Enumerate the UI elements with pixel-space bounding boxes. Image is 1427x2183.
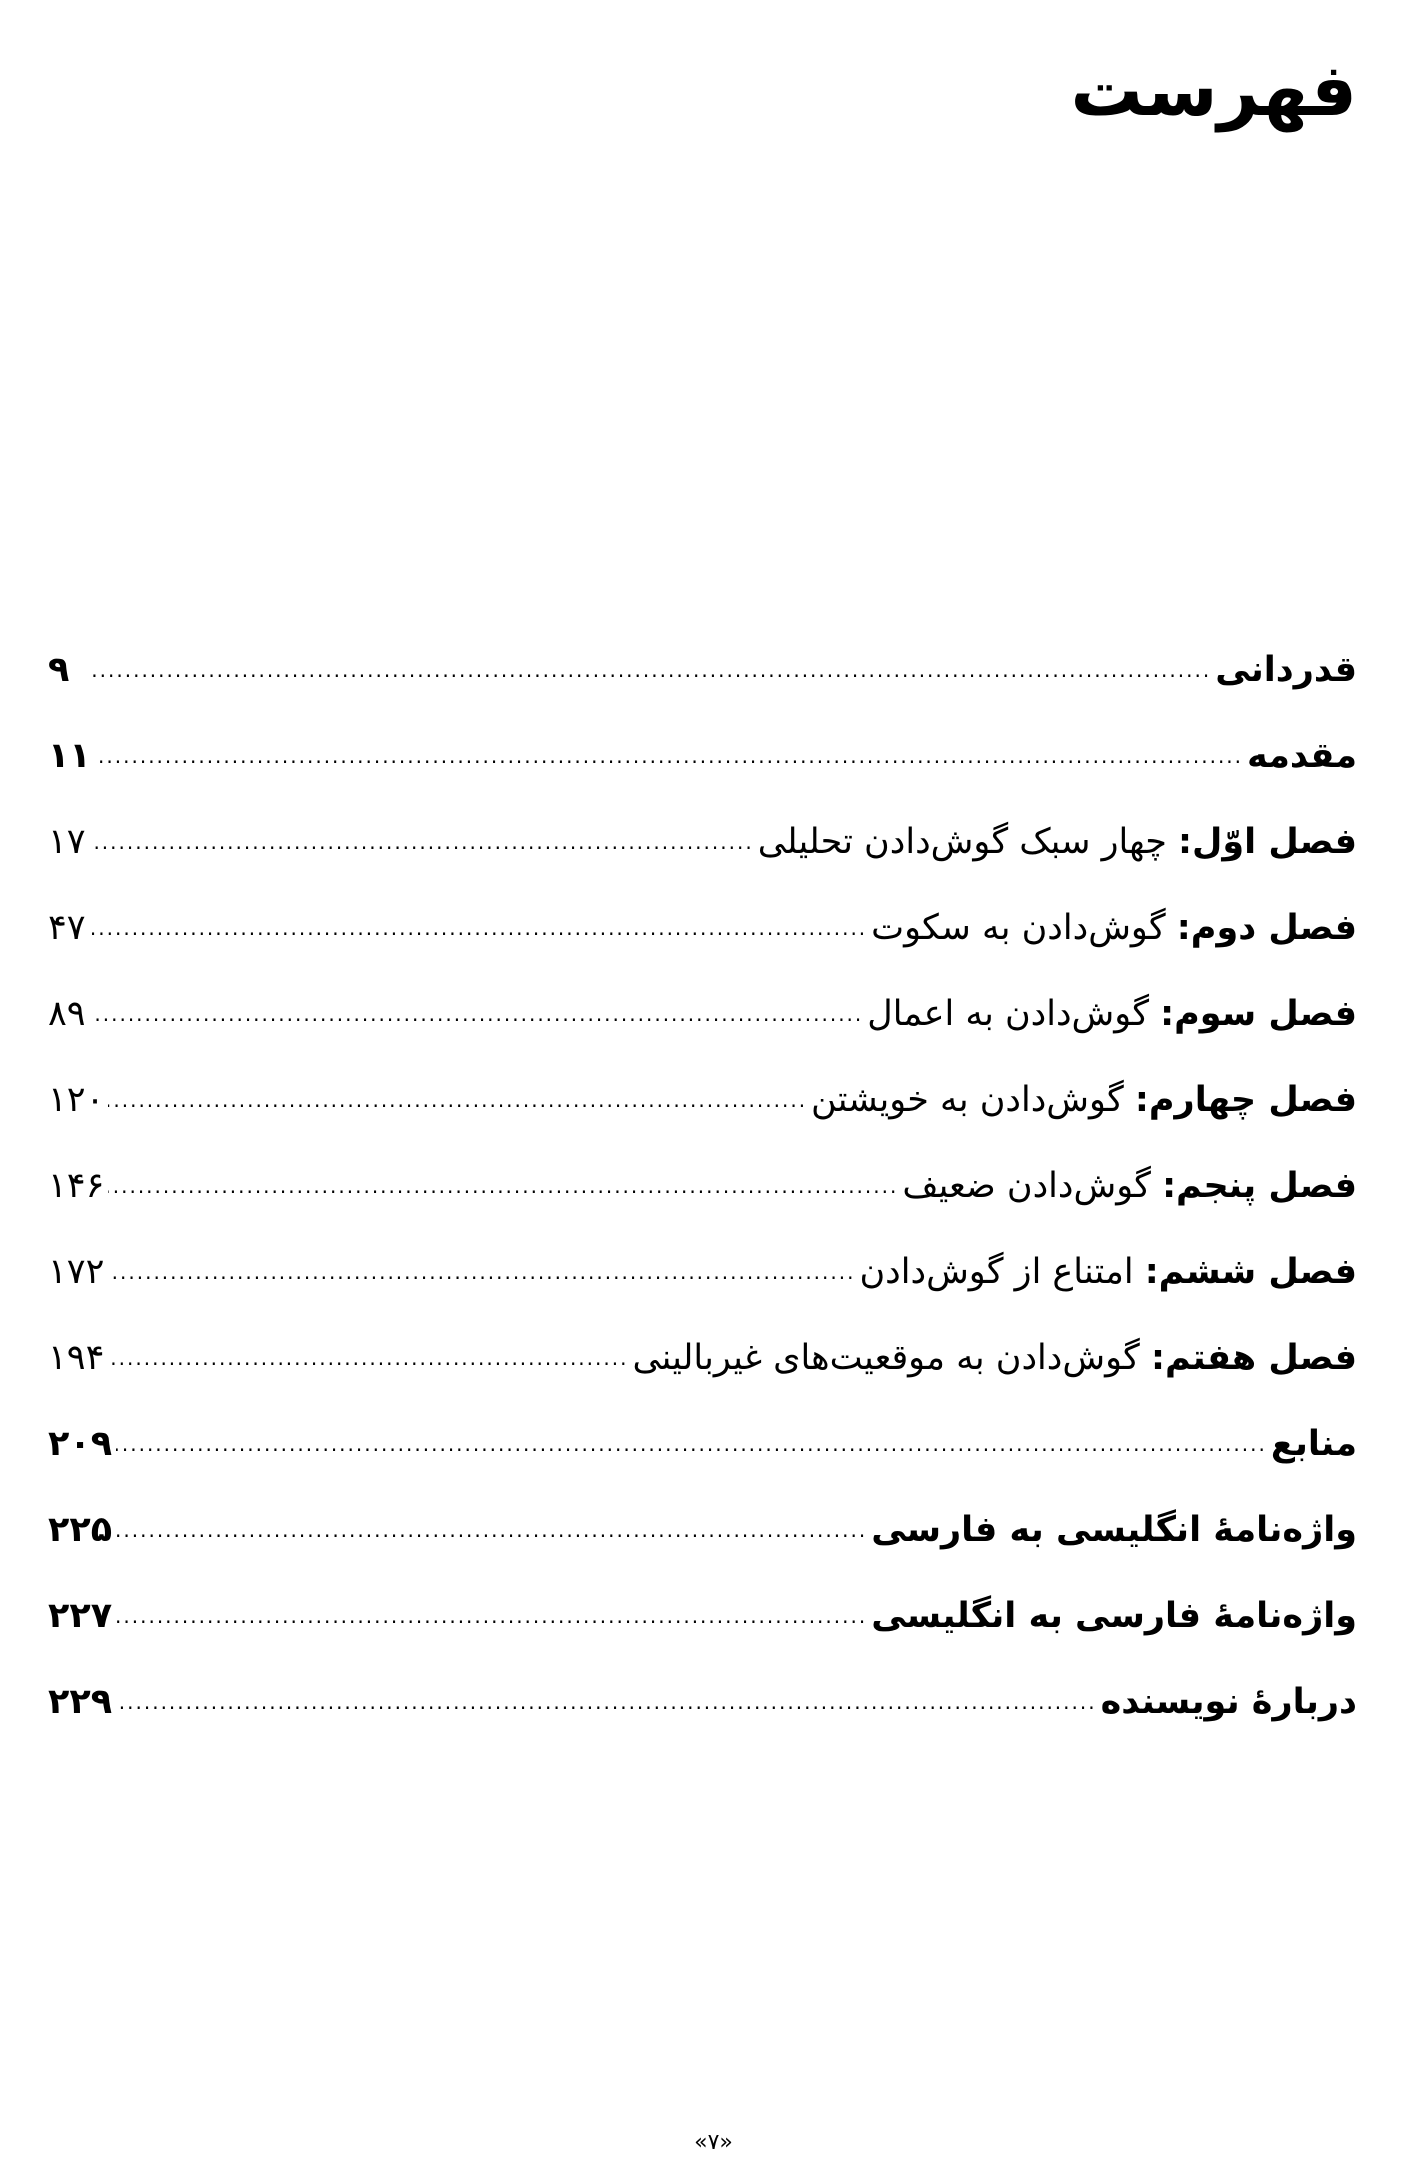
toc-entry[interactable] xyxy=(48,1596,1357,1682)
dot-leader xyxy=(108,1088,807,1112)
toc-entry-label xyxy=(1247,736,1357,776)
toc-entry-label xyxy=(1271,1424,1357,1464)
toc-entry-chapter: فصل سوم: xyxy=(1160,994,1357,1034)
dot-leader xyxy=(108,1260,855,1284)
toc-entry-label xyxy=(1101,1682,1357,1722)
dot-leader xyxy=(116,1690,1097,1714)
toc-entry[interactable] xyxy=(48,1510,1357,1596)
dot-leader xyxy=(116,1604,867,1628)
dot-leader xyxy=(116,1432,1267,1456)
toc-entry[interactable] xyxy=(48,1080,1357,1166)
toc-entry-title: قدردانی xyxy=(1215,650,1357,690)
toc-entry-label xyxy=(902,1166,1357,1206)
toc-entry-page: ۲۲۵ xyxy=(48,1510,113,1550)
toc-entry-label xyxy=(758,822,1357,862)
dot-leader xyxy=(95,744,1243,768)
toc-entry-label xyxy=(871,1596,1357,1636)
toc-entry-label xyxy=(871,1510,1357,1550)
toc-entry-label xyxy=(867,994,1357,1034)
toc-entry[interactable] xyxy=(48,994,1357,1080)
toc-entry-title: گوش‌دادن به سکوت xyxy=(871,908,1177,948)
toc-entry[interactable] xyxy=(48,736,1357,822)
toc-entry-page: ۸۹ xyxy=(48,994,86,1034)
toc-entry-page: ۱۱ xyxy=(48,736,91,776)
toc-entry-page: ۲۲۷ xyxy=(48,1596,113,1636)
toc-entry-page: ۱۷۲ xyxy=(48,1252,105,1292)
toc-entry-label xyxy=(632,1338,1357,1378)
toc-entry-label xyxy=(811,1080,1357,1120)
toc-entry-title: واژه‌نامۀ انگلیسی به فارسی xyxy=(871,1510,1357,1550)
toc-entry-page: ۴۷ xyxy=(48,908,86,948)
toc-entry[interactable] xyxy=(48,650,1357,736)
toc-entry-title: گوش‌دادن به اعمال xyxy=(867,994,1161,1034)
toc-entry-chapter: فصل اوّل: xyxy=(1178,822,1357,862)
toc-entry[interactable] xyxy=(48,1252,1357,1338)
toc-entry-title: امتناع از گوش‌دادن xyxy=(859,1252,1145,1292)
dot-leader xyxy=(92,658,1211,682)
toc-entry[interactable] xyxy=(48,1338,1357,1424)
toc-entry-page: ۱۴۶ xyxy=(48,1166,105,1206)
toc-entry[interactable] xyxy=(48,908,1357,994)
toc-entry-title: چهار سبک گوش‌دادن تحلیلی xyxy=(757,822,1179,862)
toc-entry-page: ۱۲۰ xyxy=(48,1080,105,1120)
dot-leader xyxy=(92,830,754,854)
toc-entry-page: ۲۲۹ xyxy=(48,1682,113,1722)
toc-entry[interactable] xyxy=(48,1166,1357,1252)
toc-entry-title: منابع xyxy=(1270,1424,1357,1464)
page-number: «۷» xyxy=(694,2130,733,2155)
toc-entry[interactable] xyxy=(48,1424,1357,1510)
toc-entry-chapter: فصل دوم: xyxy=(1176,908,1357,948)
dot-leader xyxy=(92,1002,863,1026)
toc-entry-page: ۲۰۹ xyxy=(48,1424,113,1464)
dot-leader xyxy=(108,1174,898,1198)
toc-entry-title: گوش‌دادن به موقعیت‌های غیربالینی xyxy=(632,1338,1151,1378)
toc-entry-label xyxy=(871,908,1357,948)
toc-entry-chapter: فصل چهارم: xyxy=(1134,1080,1357,1120)
dot-leader xyxy=(116,1518,867,1542)
toc-entry[interactable] xyxy=(48,1682,1357,1768)
dot-leader xyxy=(92,916,867,940)
toc-entry-page: ۱۹۴ xyxy=(48,1338,105,1378)
toc-entry-label xyxy=(1215,650,1357,690)
toc-entry-title: واژه‌نامۀ فارسی به انگلیسی xyxy=(871,1596,1357,1636)
toc-entry-chapter: فصل پنجم: xyxy=(1162,1166,1357,1206)
toc-entry-chapter: فصل ششم: xyxy=(1144,1252,1357,1292)
toc-entry-title: گوش‌دادن به خویشتن xyxy=(811,1080,1135,1120)
toc-entry-label xyxy=(859,1252,1357,1292)
toc-entry-page: ۹ xyxy=(48,650,70,690)
toc-entry-page: ۱۷ xyxy=(48,822,86,862)
toc-entry-chapter: فصل هفتم: xyxy=(1150,1338,1357,1378)
toc-entry[interactable] xyxy=(48,822,1357,908)
toc-entry-title: دربارۀ نویسنده xyxy=(1100,1682,1357,1722)
dot-leader xyxy=(108,1346,628,1370)
table-of-contents xyxy=(48,650,1357,1768)
toc-entry-title: گوش‌دادن ضعیف xyxy=(902,1166,1163,1206)
page-title: فهرست xyxy=(1070,48,1357,132)
toc-entry-title: مقدمه xyxy=(1247,736,1357,776)
